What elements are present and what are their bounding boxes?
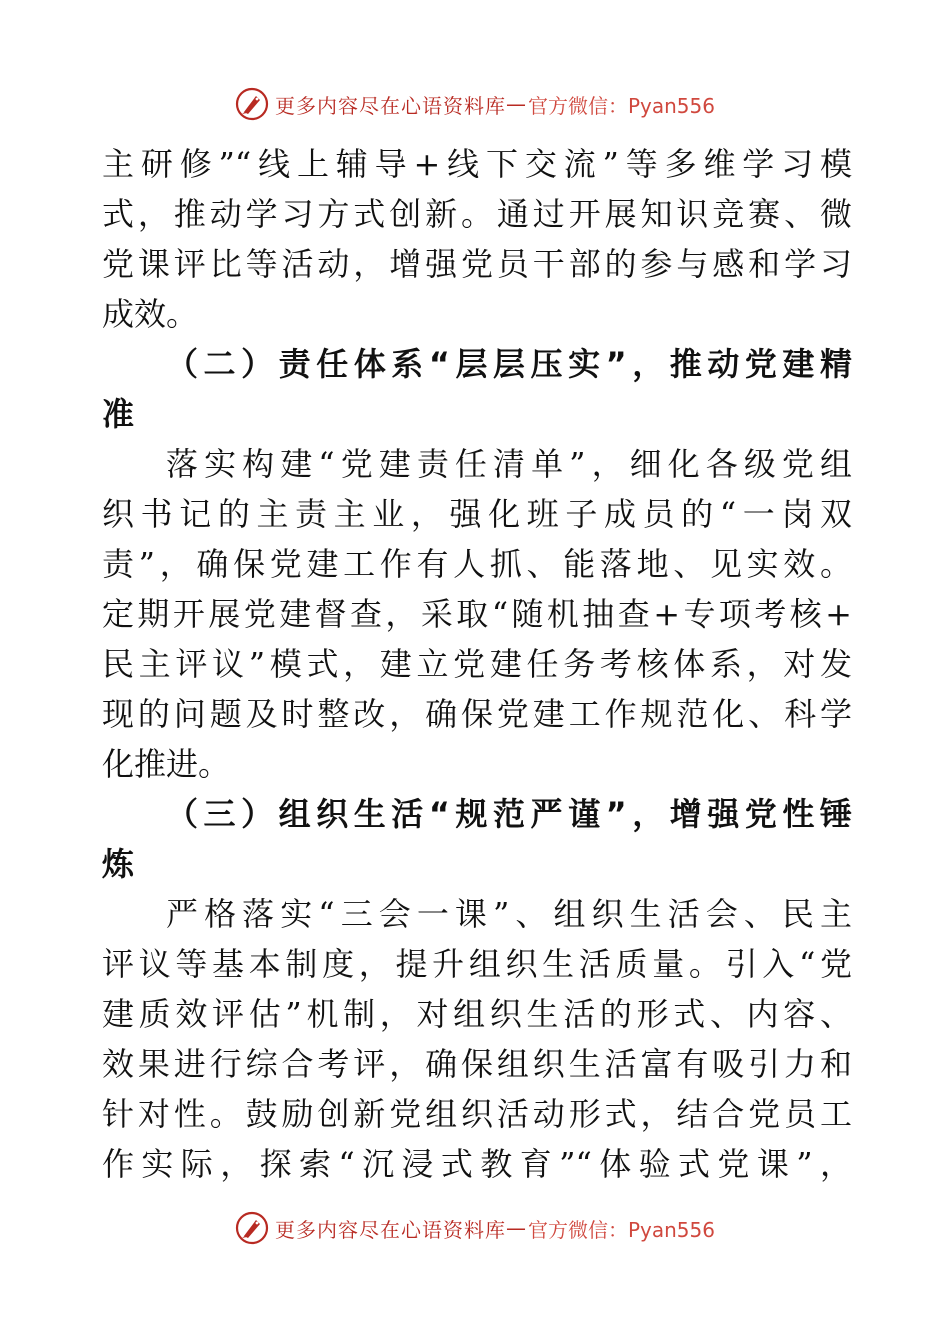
- pen-nib-logo-icon: [235, 1211, 269, 1245]
- banner-separator: —: [505, 92, 526, 116]
- text-line: 式，推动学习方式创新。通过开展知识竞赛、微: [102, 195, 852, 233]
- text-line: 民主评议”模式，建立党建任务考核体系，对发: [102, 645, 852, 683]
- banner-separator: —: [505, 1216, 526, 1240]
- paragraph-section-2: [102, 439, 852, 789]
- text-line: 现的问题及时整改，确保党建工作规范化、科学: [102, 695, 852, 733]
- banner-contact: 官方微信：Pyan556: [527, 93, 715, 118]
- header-watermark-banner: [0, 84, 950, 124]
- text-line: 评议等基本制度，提升组织生活质量。引入“党: [102, 945, 852, 983]
- text-line: 严格落实“三会一课”、组织生活会、民主: [166, 895, 852, 933]
- paragraph-section-3: [102, 889, 852, 1189]
- text-line: 针对性。鼓励创新党组织活动形式，结合党员工: [102, 1095, 852, 1133]
- pen-nib-logo-icon: [235, 87, 269, 121]
- text-line: 定期开展党建督查，采取“随机抽查+专项考核+: [102, 595, 852, 633]
- heading-line: 准: [102, 395, 135, 433]
- text-line: 效果进行综合考评，确保组织生活富有吸引力和: [102, 1045, 852, 1083]
- section-heading-3: [102, 789, 852, 889]
- heading-line: 炼: [102, 845, 135, 883]
- text-line: 党课评比等活动，增强党员干部的参与感和学习: [102, 245, 852, 283]
- text-line: 建质效评估”机制，对组织生活的形式、内容、: [102, 995, 852, 1033]
- document-body: [102, 139, 852, 1189]
- banner-text: 更多内容尽在心语资料库: [274, 1217, 506, 1242]
- heading-line: （二）责任体系“层层压实”，推动党建精: [166, 345, 852, 383]
- text-line: 主研修”“线上辅导+线下交流”等多维学习模: [102, 145, 852, 183]
- banner-text: 更多内容尽在心语资料库: [274, 93, 506, 118]
- text-line: 织书记的主责主业，强化班子成员的“一岗双: [102, 495, 852, 533]
- text-line: 落实构建“党建责任清单”，细化各级党组: [166, 445, 852, 483]
- text-line: 责”，确保党建工作有人抓、能落地、见实效。: [102, 545, 852, 583]
- paragraph-continued: [102, 139, 852, 339]
- text-line: 成效。: [102, 295, 199, 333]
- footer-watermark-banner: [0, 1208, 950, 1248]
- banner-contact: 官方微信：Pyan556: [527, 1217, 715, 1242]
- text-line: 作实际，探索“沉浸式教育”“体验式党课”，: [102, 1145, 852, 1183]
- section-heading-2: [102, 339, 852, 439]
- text-line: 化推进。: [102, 745, 231, 783]
- heading-line: （三）组织生活“规范严谨”，增强党性锤: [166, 795, 852, 833]
